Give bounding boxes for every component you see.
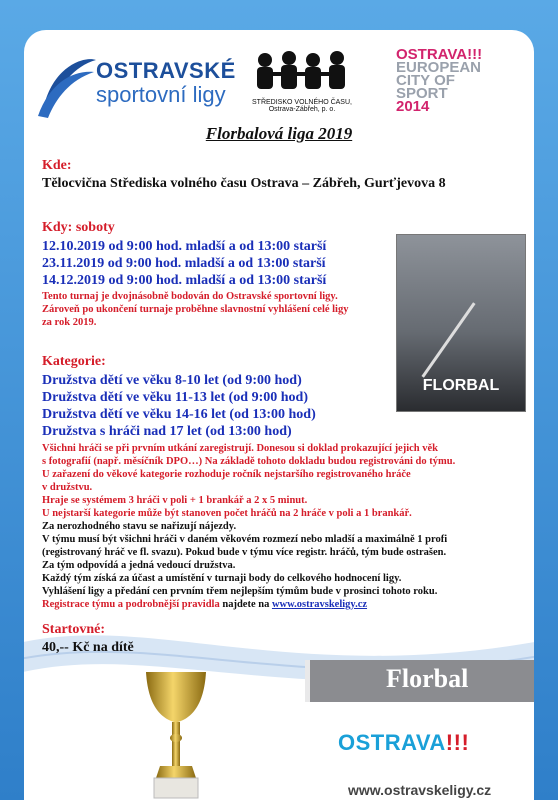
stick-icon bbox=[421, 302, 475, 377]
logo-text-top: OSTRAVSKÉ bbox=[96, 58, 236, 83]
kde-label: Kde: bbox=[42, 158, 72, 173]
rule-line: s fotografií (např. měsíčník DPO…) Na základě tohoto dokladu budou registrováni do týmu. bbox=[42, 456, 456, 467]
florbal-photo bbox=[396, 234, 526, 412]
registration-rules bbox=[42, 442, 455, 520]
page-title: Florbalová liga 2019 bbox=[205, 124, 353, 143]
rule-line: v družstvu. bbox=[42, 482, 93, 493]
svc-logo-line1: STŘEDISKO VOLNÉHO ČASU, bbox=[252, 99, 352, 106]
scoring-note bbox=[42, 290, 348, 329]
game-rules bbox=[42, 520, 447, 598]
ostrava-logo-text: OSTRAVA bbox=[338, 730, 446, 755]
photo-label: FLORBAL bbox=[422, 377, 500, 394]
startovne-label: Startovné: bbox=[42, 622, 105, 637]
svc-logo bbox=[242, 50, 362, 126]
kde-value: Tělocvična Střediska volného času Ostrava – Zábřeh, Gurťjevova 8 bbox=[42, 176, 446, 191]
note-line: Tento turnaj je dvojnásobně bodován do Ostravské sportovní ligy. bbox=[42, 291, 338, 302]
rule-line: Za nerozhodného stavu se nařizují nájezdy. bbox=[42, 521, 237, 532]
category-item: Družstva dětí ve věku 14-16 let (od 13:00 hod) bbox=[42, 407, 316, 422]
rule-line: Hraje se systémem 3 hráči v poli + 1 brankář a 2 x 5 minut. bbox=[42, 495, 308, 506]
startovne-value: 40,-- Kč na dítě bbox=[42, 640, 134, 655]
rule-line: Každý tým získá za účast a umístění v turnaji body do celkového hodnocení ligy. bbox=[42, 573, 402, 584]
florbal-banner bbox=[310, 660, 534, 702]
eco-line2: EUROPEAN bbox=[396, 59, 482, 76]
registration-middle: najdete na bbox=[219, 599, 272, 610]
banner-text: Florbal bbox=[386, 664, 469, 693]
date-line: 12.10.2019 od 9:00 hod. mladší a od 13:00 starší bbox=[42, 239, 327, 254]
eco-line3: CITY OF bbox=[396, 72, 455, 89]
category-item: Družstva dětí ve věku 11-13 let (od 9:00 hod) bbox=[42, 390, 308, 405]
eco-line4: SPORT bbox=[396, 85, 448, 102]
rule-line: V týmu musí být všichni hráči v daném věkovém rozmezí nebo mladší a maximálně 1 profi bbox=[42, 534, 448, 545]
svc-logo-line2: Ostrava-Zábřeh, p. o. bbox=[268, 106, 336, 113]
category-list bbox=[42, 372, 316, 440]
flyer-card bbox=[24, 30, 534, 800]
note-line: za rok 2019. bbox=[42, 317, 97, 328]
category-item: Družstva dětí ve věku 8-10 let (od 9:00 hod) bbox=[42, 373, 302, 388]
logo-text-bottom: sportovní ligy bbox=[96, 82, 226, 107]
swoosh-icon bbox=[34, 46, 98, 120]
rule-line: (registrovaný hráč ve fl. svazu). Pokud bude v týmu více registr. hráčů, tým bude ostrašen. bbox=[42, 547, 447, 558]
rule-line: Vyhlášení ligy a předání cen prvním třem nejlepším týmům bude v prosinci tohoto roku. bbox=[42, 586, 438, 597]
footer-website[interactable]: www.ostravskeligy.cz bbox=[348, 782, 492, 798]
rule-line: Za tým odpovídá a jedná vedoucí družstva. bbox=[42, 560, 236, 571]
dates-list bbox=[42, 238, 326, 289]
rule-line: Všichni hráči se při prvním utkání zaregistrují. Donesou si doklad prokazující jejich věk bbox=[42, 443, 439, 454]
category-item: Družstva s hráči nad 17 let (od 13:00 hod) bbox=[42, 424, 292, 439]
rule-line: U nejstarší kategorie může být stanoven počet hráčů na 2 hráče v poli a 1 brankář. bbox=[42, 508, 412, 519]
ostravske-sportovni-ligy-logo bbox=[34, 46, 234, 120]
note-line: Zároveň po ukončení turnaje proběhne slavnostní vyhlášení celé ligy bbox=[42, 304, 349, 315]
date-line: 14.12.2019 od 9:00 hod. mladší a od 13:00 starší bbox=[42, 273, 327, 288]
children-silhouette-icon bbox=[247, 50, 357, 94]
registration-prefix: Registrace týmu a podrobnější pravidla bbox=[42, 599, 220, 610]
date-line: 23.11.2019 od 9:00 hod. mladší a od 13:00 starší bbox=[42, 256, 326, 271]
european-city-of-sport-logo bbox=[396, 48, 516, 128]
kategorie-label: Kategorie: bbox=[42, 354, 106, 369]
rule-line: U zařazení do věkové kategorie rozhoduje ročník nejstaršího registrovaného hráče bbox=[42, 469, 411, 480]
ostrava-logo-marks: !!! bbox=[445, 730, 470, 755]
kdy-label: Kdy: soboty bbox=[42, 220, 115, 235]
website-link[interactable]: www.ostravskeligy.cz bbox=[271, 599, 368, 610]
trophy-icon bbox=[116, 666, 236, 800]
eco-line5: 2014 bbox=[396, 98, 430, 115]
ostrava-footer-logo bbox=[338, 730, 469, 756]
eco-line1: OSTRAVA!!! bbox=[396, 46, 483, 63]
